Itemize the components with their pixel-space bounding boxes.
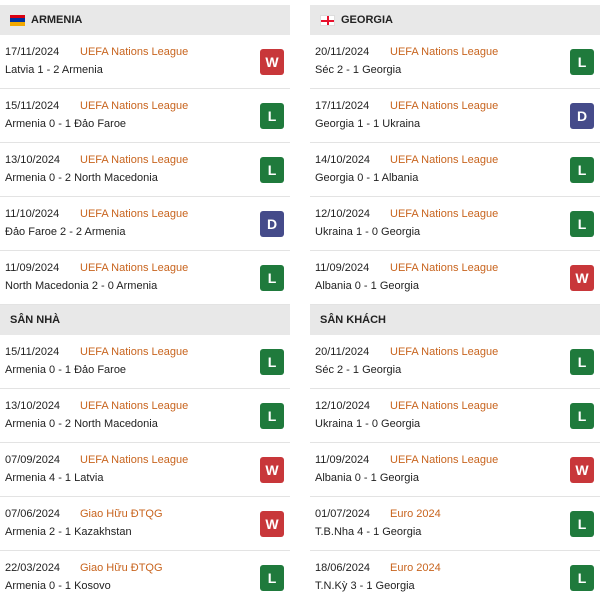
result-badge: L <box>260 103 284 129</box>
result-badge: L <box>570 211 594 237</box>
match-row[interactable] <box>0 89 290 143</box>
result-badge: L <box>570 565 594 591</box>
match-competition[interactable]: Giao Hữu ĐTQG <box>80 508 163 520</box>
match-competition[interactable]: UEFA Nations League <box>80 454 189 466</box>
match-score: North Macedonia 2 - 0 Armenia <box>5 280 158 292</box>
match-row[interactable] <box>0 443 290 497</box>
match-date: 15/11/2024 <box>5 346 60 358</box>
georgia-header <box>310 5 600 35</box>
match-date: 12/10/2024 <box>315 208 371 220</box>
result-badge: W <box>260 49 284 75</box>
home-header <box>0 305 290 335</box>
match-date: 11/09/2024 <box>5 262 60 274</box>
match-score: Georgia 1 - 1 Ukraina <box>315 118 421 130</box>
match-competition[interactable]: UEFA Nations League <box>80 262 189 274</box>
match-date: 17/11/2024 <box>315 100 370 112</box>
match-row[interactable] <box>310 143 600 197</box>
result-badge: W <box>260 457 284 483</box>
match-competition[interactable]: Euro 2024 <box>390 508 441 520</box>
match-date: 07/09/2024 <box>5 454 61 466</box>
result-badge: W <box>260 511 284 537</box>
match-date: 22/03/2024 <box>5 562 61 574</box>
armenia-match-list <box>0 35 290 305</box>
result-badge: L <box>570 49 594 75</box>
result-badge: L <box>570 403 594 429</box>
match-score: Armenia 4 - 1 Latvia <box>5 472 104 484</box>
home-title: SÂN NHÀ <box>10 314 61 326</box>
match-competition[interactable]: UEFA Nations League <box>80 346 189 358</box>
match-competition[interactable]: UEFA Nations League <box>390 262 499 274</box>
georgia-title: GEORGIA <box>341 14 393 26</box>
match-date: 14/10/2024 <box>315 154 371 166</box>
result-badge: L <box>260 349 284 375</box>
match-score: Armenia 0 - 2 North Macedonia <box>5 418 158 430</box>
match-row[interactable] <box>0 551 290 597</box>
match-competition[interactable]: UEFA Nations League <box>390 400 499 412</box>
match-row[interactable] <box>0 335 290 389</box>
match-competition[interactable]: UEFA Nations League <box>80 46 189 58</box>
match-date: 11/10/2024 <box>5 208 60 220</box>
result-badge: D <box>570 103 594 129</box>
match-row[interactable] <box>0 389 290 443</box>
match-row[interactable] <box>310 197 600 251</box>
match-score: Latvia 1 - 2 Armenia <box>5 64 103 76</box>
match-score: Đảo Faroe 2 - 2 Armenia <box>5 226 126 238</box>
result-badge: L <box>260 565 284 591</box>
match-date: 01/07/2024 <box>315 508 371 520</box>
match-score: Georgia 0 - 1 Albania <box>315 172 419 184</box>
match-score: Armenia 2 - 1 Kazakhstan <box>5 526 132 538</box>
match-date: 18/06/2024 <box>315 562 371 574</box>
match-score: Ukraina 1 - 0 Georgia <box>315 418 421 430</box>
match-row[interactable] <box>310 251 600 305</box>
match-score: Armenia 0 - 1 Đảo Faroe <box>5 118 127 130</box>
match-competition[interactable]: UEFA Nations League <box>80 100 189 112</box>
match-competition[interactable]: UEFA Nations League <box>390 454 499 466</box>
match-score: Albania 0 - 1 Georgia <box>315 472 419 484</box>
match-competition[interactable]: UEFA Nations League <box>80 208 189 220</box>
result-badge: L <box>570 349 594 375</box>
match-date: 11/09/2024 <box>315 262 370 274</box>
match-score: Armenia 0 - 1 Kosovo <box>5 580 111 592</box>
match-row[interactable] <box>0 35 290 89</box>
result-badge: L <box>260 157 284 183</box>
match-date: 20/11/2024 <box>315 346 370 358</box>
match-score: Albania 0 - 1 Georgia <box>315 280 419 292</box>
armenia-title: ARMENIA <box>31 14 83 26</box>
match-score: Ukraina 1 - 0 Georgia <box>315 226 421 238</box>
match-score: T.N.Kỳ 3 - 1 Georgia <box>315 580 415 592</box>
match-row[interactable] <box>310 551 600 597</box>
match-date: 11/09/2024 <box>315 454 370 466</box>
match-row[interactable] <box>0 197 290 251</box>
armenia-flag-icon <box>10 15 25 26</box>
match-competition[interactable]: UEFA Nations League <box>80 400 189 412</box>
match-date: 20/11/2024 <box>315 46 370 58</box>
match-date: 12/10/2024 <box>315 400 371 412</box>
result-badge: L <box>570 157 594 183</box>
result-badge: L <box>570 511 594 537</box>
match-competition[interactable]: UEFA Nations League <box>390 46 499 58</box>
armenia-header <box>0 5 290 35</box>
match-competition[interactable]: Giao Hữu ĐTQG <box>80 562 163 574</box>
georgia-column <box>310 5 600 597</box>
match-row[interactable] <box>310 497 600 551</box>
match-date: 13/10/2024 <box>5 154 61 166</box>
match-score: Séc 2 - 1 Georgia <box>315 64 402 76</box>
home-match-list <box>0 335 290 597</box>
result-badge: W <box>570 457 594 483</box>
match-date: 13/10/2024 <box>5 400 61 412</box>
result-badge: W <box>570 265 594 291</box>
match-score: Armenia 0 - 1 Đảo Faroe <box>5 364 127 376</box>
georgia-flag-icon <box>320 15 335 26</box>
match-score: Armenia 0 - 2 North Macedonia <box>5 172 158 184</box>
away-title: SÂN KHÁCH <box>320 314 386 326</box>
match-row[interactable] <box>310 389 600 443</box>
match-row[interactable] <box>310 335 600 389</box>
match-date: 15/11/2024 <box>5 100 60 112</box>
match-score: Séc 2 - 1 Georgia <box>315 364 402 376</box>
match-competition[interactable]: UEFA Nations League <box>390 208 499 220</box>
match-competition[interactable]: UEFA Nations League <box>390 154 499 166</box>
match-competition[interactable]: Euro 2024 <box>390 562 441 574</box>
armenia-column <box>0 5 290 597</box>
match-score: T.B.Nha 4 - 1 Georgia <box>315 526 422 538</box>
result-badge: L <box>260 403 284 429</box>
match-row[interactable] <box>0 251 290 305</box>
match-row[interactable] <box>310 89 600 143</box>
match-row[interactable] <box>310 35 600 89</box>
match-date: 17/11/2024 <box>5 46 60 58</box>
match-row[interactable] <box>310 443 600 497</box>
away-match-list <box>310 335 600 597</box>
match-date: 07/06/2024 <box>5 508 61 520</box>
georgia-match-list <box>310 35 600 305</box>
match-competition[interactable]: UEFA Nations League <box>390 100 499 112</box>
match-competition[interactable]: UEFA Nations League <box>390 346 499 358</box>
match-row[interactable] <box>0 143 290 197</box>
result-badge: D <box>260 211 284 237</box>
match-competition[interactable]: UEFA Nations League <box>80 154 189 166</box>
match-row[interactable] <box>0 497 290 551</box>
away-header <box>310 305 600 335</box>
result-badge: L <box>260 265 284 291</box>
